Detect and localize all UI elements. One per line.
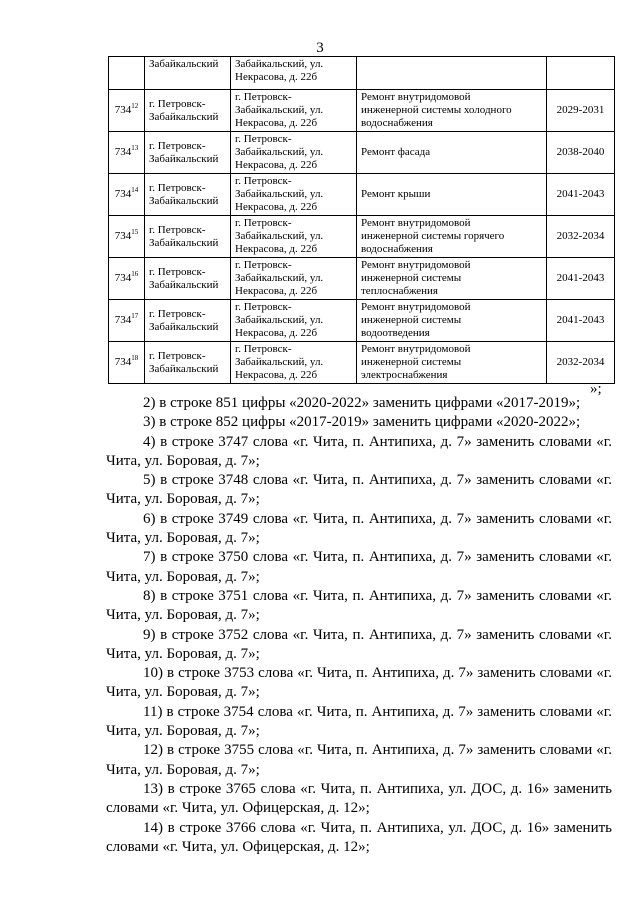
- cell-work: Ремонт внутридомовой инженерной системы горячего водоснабжения: [357, 216, 547, 258]
- amendment-item: 2) в строке 851 цифры «2020-2022» заменить цифрами «2017-2019»;: [143, 395, 581, 411]
- cell-period: 2041-2043: [547, 174, 615, 216]
- cell-address: Забайкальский, ул. Некрасова, д. 22б: [231, 57, 357, 90]
- amendment-item: 5) в строке 3748 слова «г. Чита, п. Антипиха, д. 7» заменить словами «г. Чита, ул. Боровая, д. 7»;: [106, 472, 612, 508]
- cell-settlement: г. Петровск- Забайкальский: [145, 258, 231, 300]
- amendment-item: 3) в строке 852 цифры «2017-2019» заменить цифрами «2020-2022»;: [143, 414, 581, 431]
- amendment-list: [106, 394, 612, 857]
- cell-address: г. Петровск- Забайкальский, ул. Некрасова, д. 22б: [231, 174, 357, 216]
- amendment-item: 10) в строке 3753 слова «г. Чита, п. Антипиха, д. 7» заменить словами «г. Чита, ул. Боровая, д. 7»;: [106, 665, 612, 701]
- cell-work: Ремонт внутридомовой инженерной системы водоотведения: [357, 300, 547, 342]
- cell-period: [547, 57, 615, 90]
- table-row: [109, 132, 615, 174]
- cell-period: 2029-2031: [547, 90, 615, 132]
- amendment-item: 12) в строке 3755 слова «г. Чита, п. Антипиха, д. 7» заменить словами «г. Чита, ул. Боровая, д. 7»;: [106, 742, 612, 778]
- cell-period: 2032-2034: [547, 342, 615, 384]
- cell-settlement: г. Петровск- Забайкальский: [145, 174, 231, 216]
- cell-number: $734^{16}$: [109, 258, 145, 300]
- cell-work: Ремонт внутридомовой инженерной системы холодного водоснабжения: [357, 90, 547, 132]
- table-row: [109, 342, 615, 384]
- amendment-item: 11) в строке 3754 слова «г. Чита, п. Антипиха, д. 7» заменить словами «г. Чита, ул. Боровая, д. 7»;: [106, 703, 613, 740]
- amendment-item: 13) в строке 3765 слова «г. Чита, п. Антипиха, ул. ДОС, д. 16» заменить словами «г. Чита, ул. Офицерская, д. 12»;: [106, 780, 612, 817]
- cell-address: г. Петровск- Забайкальский, ул. Некрасова, д. 22б: [231, 90, 357, 132]
- cell-number: [109, 57, 145, 90]
- cell-work: Ремонт внутридомовой инженерной системы теплоснабжения: [357, 258, 547, 300]
- cell-period: 2041-2043: [547, 300, 615, 342]
- table-row: [109, 300, 615, 342]
- cell-settlement: г. Петровск- Забайкальский: [145, 300, 231, 342]
- cell-period: 2032-2034: [547, 216, 615, 258]
- amendment-item: 14) в строке 3766 слова «г. Чита, п. Антипиха, ул. ДОС, д. 16» заменить словами «г. Чита, ул. Офицерская, д. 12»;: [106, 819, 612, 855]
- cell-settlement: Забайкальский: [145, 57, 231, 90]
- cell-number: $734^{13}$: [109, 132, 145, 174]
- register-table-body: [109, 57, 615, 384]
- cell-settlement: г. Петровск- Забайкальский: [145, 132, 231, 174]
- table-row: [109, 216, 615, 258]
- table-row: [109, 174, 615, 216]
- cell-period: 2041-2043: [547, 258, 615, 300]
- cell-number: $734^{12}$: [109, 90, 145, 132]
- cell-settlement: г. Петровск- Забайкальский: [145, 90, 231, 132]
- table-row-continued: [109, 57, 615, 90]
- cell-settlement: г. Петровск- Забайкальский: [145, 216, 231, 258]
- register-table: [108, 56, 615, 384]
- cell-address: г. Петровск- Забайкальский, ул. Некрасова, д. 22б: [231, 132, 357, 174]
- closing-quote: »;: [590, 381, 602, 397]
- amendment-item: 4) в строке 3747 слова «г. Чита, п. Антипиха, д. 7» заменить словами «г. Чита, ул. Боровая, д. 7»;: [106, 433, 612, 469]
- cell-work: [357, 57, 547, 90]
- cell-period: 2038-2040: [547, 132, 615, 174]
- cell-work: Ремонт фасада: [357, 132, 547, 174]
- table-row: [109, 90, 615, 132]
- amendment-item: 7) в строке 3750 слова «г. Чита, п. Антипиха, д. 7» заменить словами «г. Чита, ул. Боровая, д. 7»;: [106, 549, 612, 585]
- amendment-item: 6) в строке 3749 слова «г. Чита, п. Антипиха, д. 7» заменить словами «г. Чита, ул. Боровая, д. 7»;: [106, 510, 612, 547]
- cell-number: $734^{14}$: [109, 174, 145, 216]
- amendment-item: 9) в строке 3752 слова «г. Чита, п. Антипиха, д. 7» заменить словами «г. Чита, ул. Боровая, д. 7»;: [106, 626, 612, 662]
- amendment-item: 8) в строке 3751 слова «г. Чита, п. Антипиха, д. 7» заменить словами «г. Чита, ул. Боровая, д. 7»;: [106, 587, 612, 624]
- cell-address: г. Петровск- Забайкальский, ул. Некрасова, д. 22б: [231, 216, 357, 258]
- cell-address: г. Петровск- Забайкальский, ул. Некрасова, д. 22б: [231, 300, 357, 342]
- cell-number: $734^{17}$: [109, 300, 145, 342]
- cell-address: г. Петровск- Забайкальский, ул. Некрасова, д. 22б: [231, 342, 357, 384]
- cell-work: Ремонт крыши: [357, 174, 547, 216]
- cell-address: г. Петровск- Забайкальский, ул. Некрасова, д. 22б: [231, 258, 357, 300]
- cell-number: $734^{15}$: [109, 216, 145, 258]
- cell-work: Ремонт внутридомовой инженерной системы электроснабжения: [357, 342, 547, 384]
- table-row: [109, 258, 615, 300]
- page-number: 3: [316, 40, 324, 56]
- cell-number: $734^{18}$: [109, 342, 145, 384]
- cell-settlement: г. Петровск- Забайкальский: [145, 342, 231, 384]
